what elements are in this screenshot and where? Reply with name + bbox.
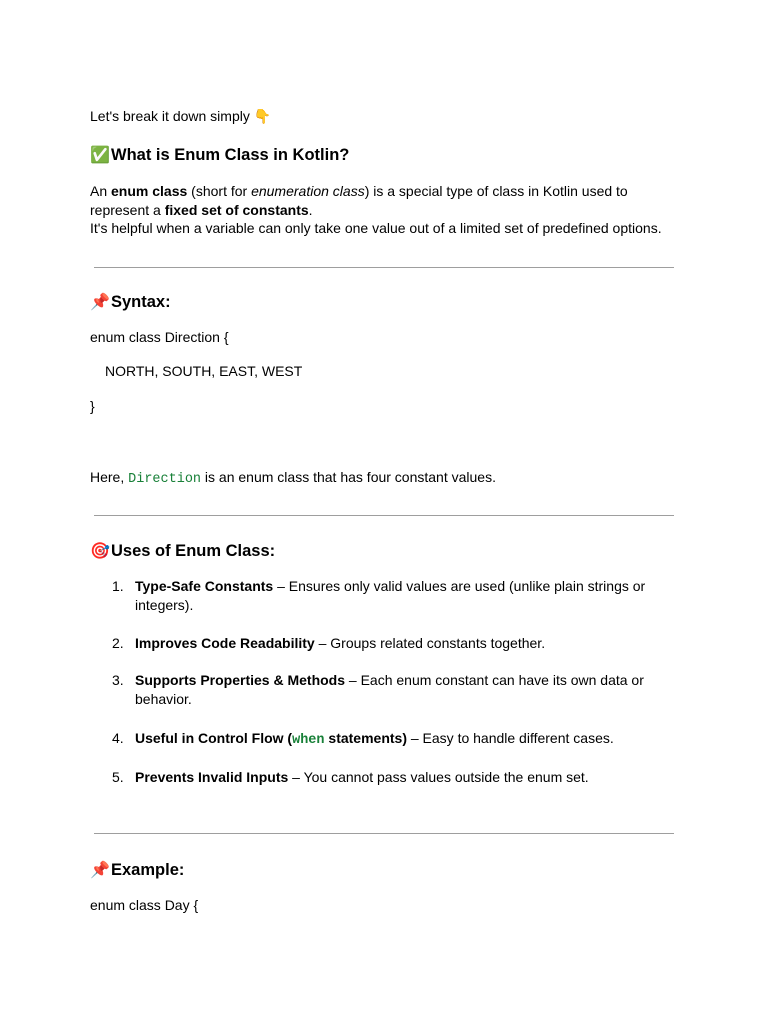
heading-example (90, 860, 184, 881)
list-item-text: – Easy to handle different cases. (406, 730, 614, 746)
list-item-text: behavior. (135, 691, 192, 707)
syntax-explanation (90, 468, 496, 489)
list-item-body (135, 768, 655, 787)
bold-term-fixed-set: fixed set of constants (164, 202, 309, 218)
inline-code-when: when (292, 733, 325, 748)
list-item-body (135, 577, 655, 615)
list-item-text: integers). (135, 597, 194, 613)
example-code-line-1: enum class Day { (90, 897, 199, 913)
check-mark-icon: ✅ (90, 147, 110, 164)
list-item-title: statements) (324, 730, 407, 746)
direct-hit-target-icon: 🎯 (90, 543, 110, 560)
list-item-text: – Each enum constant can have its own data or (345, 672, 644, 688)
heading-syntax (90, 292, 171, 313)
list-item-number: 2. (112, 635, 124, 651)
list-item-title: Useful in Control Flow ( (135, 730, 293, 746)
italic-term-enumeration-class: enumeration class (251, 183, 365, 199)
heading-what-is-enum (90, 145, 349, 166)
pushpin-icon: 📌 (90, 294, 110, 311)
heading-syntax-text: Syntax: (111, 293, 171, 311)
horizontal-divider (94, 515, 674, 516)
list-item-text: – You cannot pass values outside the enum set. (288, 769, 589, 785)
text-fragment: ) is a special type of class in Kotlin used to (364, 183, 628, 199)
bold-term-enum-class: enum class (111, 183, 188, 199)
text-fragment: Here, (90, 469, 129, 485)
intro-line (90, 107, 271, 126)
heading-uses (90, 541, 275, 562)
pointing-down-emoji-icon: 👇 (253, 108, 272, 124)
text-fragment: is an enum class that has four constant values. (201, 469, 496, 485)
syntax-code-line-1: enum class Direction { (90, 329, 229, 345)
list-item-text: – Ensures only valid values are used (unlike plain strings or (273, 578, 646, 594)
syntax-code-line-2: NORTH, SOUTH, EAST, WEST (105, 363, 303, 379)
horizontal-divider (94, 833, 674, 834)
list-item-number: 1. (112, 578, 124, 594)
heading-what-is-enum-text: What is Enum Class in Kotlin? (111, 146, 350, 164)
text-fragment: represent a (90, 202, 165, 218)
text-fragment: . (308, 202, 313, 218)
inline-code-direction: Direction (128, 472, 202, 487)
horizontal-divider (94, 267, 674, 268)
list-item-number: 3. (112, 672, 124, 688)
intro-text: Let's break it down simply (90, 108, 250, 124)
list-item-title: Supports Properties & Methods (135, 672, 346, 688)
list-item-body (135, 671, 655, 709)
heading-uses-text: Uses of Enum Class: (111, 542, 276, 560)
list-item-number: 5. (112, 769, 124, 785)
list-item-title: Type-Safe Constants (135, 578, 274, 594)
pushpin-icon: 📌 (90, 862, 110, 879)
list-item-body (135, 729, 655, 750)
what-paragraph-line-3: It's helpful when a variable can only take one value out of a limited set of predefined options. (90, 220, 662, 236)
list-item-title: Improves Code Readability (135, 635, 315, 651)
text-fragment: (short for (187, 183, 252, 199)
list-item-text: – Groups related constants together. (314, 635, 546, 651)
what-paragraph-line-2 (90, 201, 313, 220)
what-paragraph-line-1 (90, 182, 628, 201)
text-fragment: An (90, 183, 112, 199)
heading-example-text: Example: (111, 861, 185, 879)
syntax-code-line-3: } (90, 398, 95, 414)
list-item-title: Prevents Invalid Inputs (135, 769, 289, 785)
list-item-body (135, 634, 655, 653)
list-item-number: 4. (112, 730, 124, 746)
